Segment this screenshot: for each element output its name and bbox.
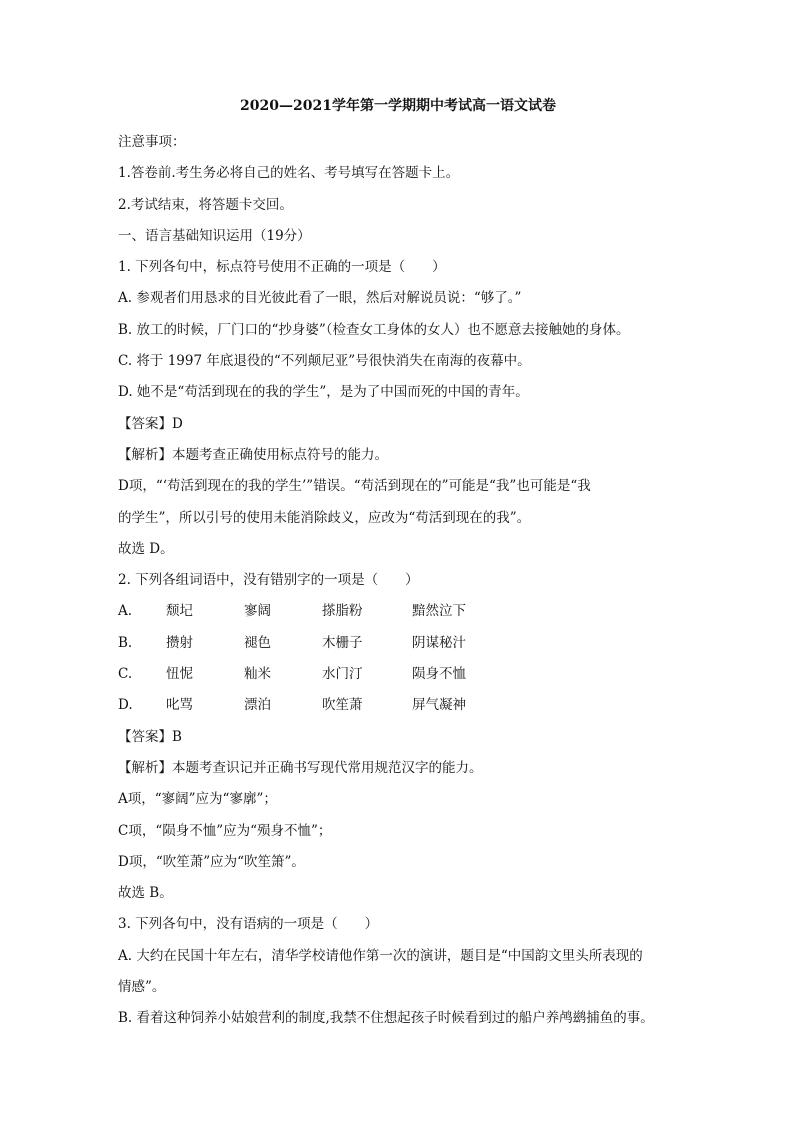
question-1-option-a: A. 参观者们用恳求的目光彼此看了一眼，然后对解说员说：“够了。”	[118, 290, 522, 307]
question-1-option-b: B. 放工的时候，厂门口的“抄身婆”（检查女工身体的女人）也不愿意去接触她的身体。	[118, 321, 630, 338]
option-label: D.	[118, 697, 133, 714]
question-1-answer: 【答案】D	[118, 415, 183, 432]
word: 忸怩	[166, 666, 193, 683]
exam-page	[118, 95, 678, 1035]
word: 叱骂	[166, 697, 193, 714]
notice-heading: 注意事项：	[118, 134, 186, 150]
section-heading: 一、语言基础知识运用（19分）	[118, 227, 311, 244]
word: 颓圮	[166, 603, 193, 620]
word: 吹笙萧	[322, 697, 363, 714]
word: 攒射	[166, 634, 193, 651]
question-2-row-b	[118, 628, 678, 659]
question-1-stem: 1. 下列各句中，标点符号使用不正确的一项是（ ）	[118, 259, 446, 276]
question-1-option-c: C. 将于 1997 年底退役的“不列颠尼亚”号很快消失在南海的夜幕中。	[118, 353, 531, 370]
word: 屏气凝神	[412, 697, 466, 714]
question-1-analysis: D项，“‘苟活到现在的我的学生’”错误。“苟活到现在的”可能是“我”也可能是“我	[118, 478, 591, 495]
question-2-analysis: D项，“吹笙萧”应为“吹笙箫”。	[118, 853, 305, 870]
option-label: A.	[118, 603, 133, 620]
question-2-stem: 2. 下列各组词语中，没有错别字的一项是（ ）	[118, 572, 419, 589]
word: 木栅子	[322, 634, 363, 651]
exam-title: 2020—2021学年第一学期期中考试高一语文试卷	[240, 98, 556, 114]
notice-item: 2.考试结束，将答题卡交回。	[118, 196, 293, 213]
question-3-option-a-cont: 情感”。	[118, 979, 166, 996]
question-3-option-b: B. 看着这种饲养小姑娘营利的制度,我禁不住想起孩子时候看到过的船户养鸬鹚捕鱼的事。	[118, 1010, 654, 1027]
word: 搽脂粉	[322, 603, 363, 620]
question-2-row-d	[118, 690, 678, 721]
word: 漂泊	[244, 697, 271, 714]
word: 褪色	[244, 634, 271, 651]
word: 籼米	[244, 666, 271, 683]
option-label: C.	[118, 666, 133, 683]
question-2-answer: 【答案】B	[118, 728, 182, 745]
question-2-analysis: 故选 B。	[118, 885, 173, 902]
word: 水门汀	[322, 666, 363, 683]
question-2-analysis: 【解析】本题考查识记并正确书写现代常用规范汉字的能力。	[118, 759, 483, 776]
question-1-option-d: D. 她不是“苟活到现在的我的学生”，是为了中国而死的中国的青年。	[118, 384, 529, 401]
question-2-analysis: C项，“陨身不恤”应为“殒身不恤”；	[118, 822, 332, 839]
word: 寥阔	[244, 603, 271, 620]
question-2-analysis: A项，“寥阔”应为“寥廓”；	[118, 791, 277, 808]
question-2-row-a	[118, 596, 678, 627]
word: 阴谋秘汁	[412, 634, 466, 651]
question-1-analysis: 的学生”，所以引号的使用未能消除歧义，应改为“苟活到现在的我”。	[118, 509, 531, 526]
notice-item: 1.答卷前.考生务必将自己的姓名、考号填写在答题卡上。	[118, 165, 460, 182]
word: 黯然泣下	[412, 603, 466, 620]
question-3-stem: 3. 下列各句中，没有语病的一项是（ ）	[118, 916, 379, 933]
word: 陨身不恤	[412, 666, 466, 683]
question-1-analysis: 故选 D。	[118, 540, 174, 557]
question-1-analysis: 【解析】本题考查正确使用标点符号的能力。	[118, 446, 388, 463]
question-3-option-a: A. 大约在民国十年左右，清华学校请他作第一次的演讲，题目是“中国韵文里头所表现的	[118, 947, 643, 964]
question-2-row-c	[118, 659, 678, 690]
option-label: B.	[118, 634, 133, 651]
